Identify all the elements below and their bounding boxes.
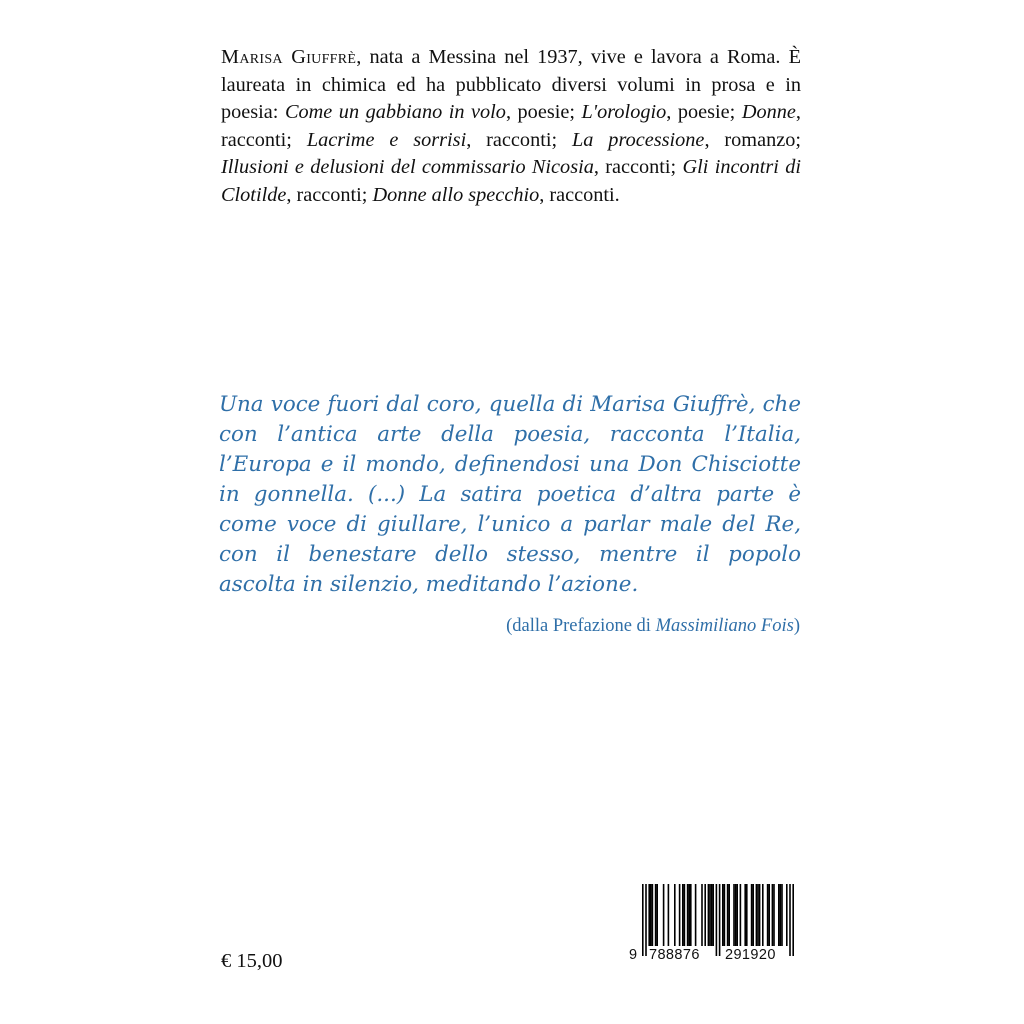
- barcode-bar: [652, 884, 654, 946]
- barcode-bar: [773, 884, 775, 946]
- barcode-bar: [780, 884, 782, 946]
- preface-quote: Una voce fuori dal coro, quella di Marisa Giuffrè, che con l’antica arte della poesia, racconta l’Italia, l’Europa e il mondo, definendosi una Don Chisciotte in gonnella. (...) La satira poetica d’altra parte è come voce di giullare, l’unico a parlar male del Re, con il benestare dello stesso, mentre il popolo ascolta in silenzio, meditando l’azione.: [219, 392, 801, 597]
- barcode-bar: [733, 884, 735, 946]
- work-kind: , poesie;: [505, 101, 582, 123]
- barcode-bar: [772, 884, 774, 946]
- quote-attribution: [506, 616, 800, 637]
- barcode-bar: [648, 884, 650, 946]
- barcode-bar: [690, 884, 692, 946]
- barcode-bar: [752, 884, 754, 946]
- barcode-bar: [704, 884, 706, 946]
- attribution-suffix: ): [793, 616, 800, 636]
- barcode-bar: [746, 884, 748, 946]
- barcode-bar: [687, 884, 689, 946]
- barcode-bar: [711, 884, 713, 946]
- barcode-bar: [679, 884, 681, 946]
- barcode-bar: [768, 884, 770, 946]
- work-title: Donne: [741, 101, 796, 123]
- barcode-bar: [759, 884, 761, 946]
- author-bio: [221, 44, 801, 209]
- work-kind: , racconti;: [286, 183, 373, 206]
- barcode-bar: [655, 884, 657, 946]
- barcode-bar: [781, 884, 783, 946]
- barcode-bar: [778, 884, 780, 946]
- barcode-bar: [656, 884, 658, 946]
- barcode-bar: [751, 884, 753, 946]
- barcode-bar: [744, 884, 746, 946]
- work-kind: , racconti.: [539, 183, 620, 206]
- work-kind: , racconti;: [593, 156, 683, 178]
- barcode-bar: [708, 884, 710, 946]
- barcode-bar: [724, 884, 726, 946]
- barcode-bar: [712, 884, 714, 946]
- barcode-bar: [728, 884, 730, 946]
- price-label: € 15,00: [221, 950, 283, 972]
- barcode-digits: [628, 946, 800, 964]
- barcode-bar: [709, 884, 711, 946]
- barcode-bar: [701, 884, 703, 946]
- work-title: Come un gabbiano in volo: [284, 101, 506, 123]
- barcode-bar: [740, 884, 742, 946]
- attribution-author: Massimiliano Fois: [655, 616, 794, 636]
- barcode-bar: [757, 884, 759, 946]
- barcode-bar: [668, 884, 670, 946]
- barcode-bar: [695, 884, 697, 946]
- work-title: Illusioni e delusioni del commissario Nicosia: [221, 156, 594, 178]
- work-kind: , racconti;: [466, 128, 572, 151]
- work-title: La processione: [572, 128, 705, 151]
- bio-intro: , nata a Messina nel 1937, vive e lavora a Roma. È laureata in chimica ed ha pubblicato diversi volumi in prosa e in poesia:: [221, 46, 801, 123]
- work-title: Donne allo specchio: [372, 183, 540, 206]
- barcode-bar: [650, 884, 652, 946]
- work-kind: , racconti;: [221, 101, 801, 151]
- barcode-first-digit: 9: [629, 947, 638, 963]
- barcode-bar: [736, 884, 738, 946]
- barcode-bar: [674, 884, 676, 946]
- barcode-bar: [756, 884, 758, 946]
- work-title: Gli incontri di Clotilde: [221, 156, 801, 206]
- work-title: L'orologio: [581, 101, 667, 123]
- barcode-bar: [682, 884, 684, 946]
- work-kind: , romanzo;: [704, 128, 801, 151]
- author-name: Marisa Giuffrè: [221, 46, 357, 68]
- barcode-bar: [786, 884, 788, 946]
- work-kind: , poesie;: [666, 101, 742, 123]
- barcode-bar: [663, 884, 665, 946]
- barcode-bar: [684, 884, 686, 946]
- barcode-bar: [688, 884, 690, 946]
- barcode-bar: [727, 884, 729, 946]
- barcode-left-group: 788876: [649, 947, 700, 963]
- barcode-bar: [722, 884, 724, 946]
- barcode-right-group: 291920: [725, 947, 776, 963]
- work-title: Lacrime e sorrisi: [306, 128, 467, 151]
- attribution-prefix: (dalla Prefazione di: [506, 616, 656, 636]
- barcode-bar: [762, 884, 764, 946]
- barcode-bar: [735, 884, 737, 946]
- barcode-bar: [767, 884, 769, 946]
